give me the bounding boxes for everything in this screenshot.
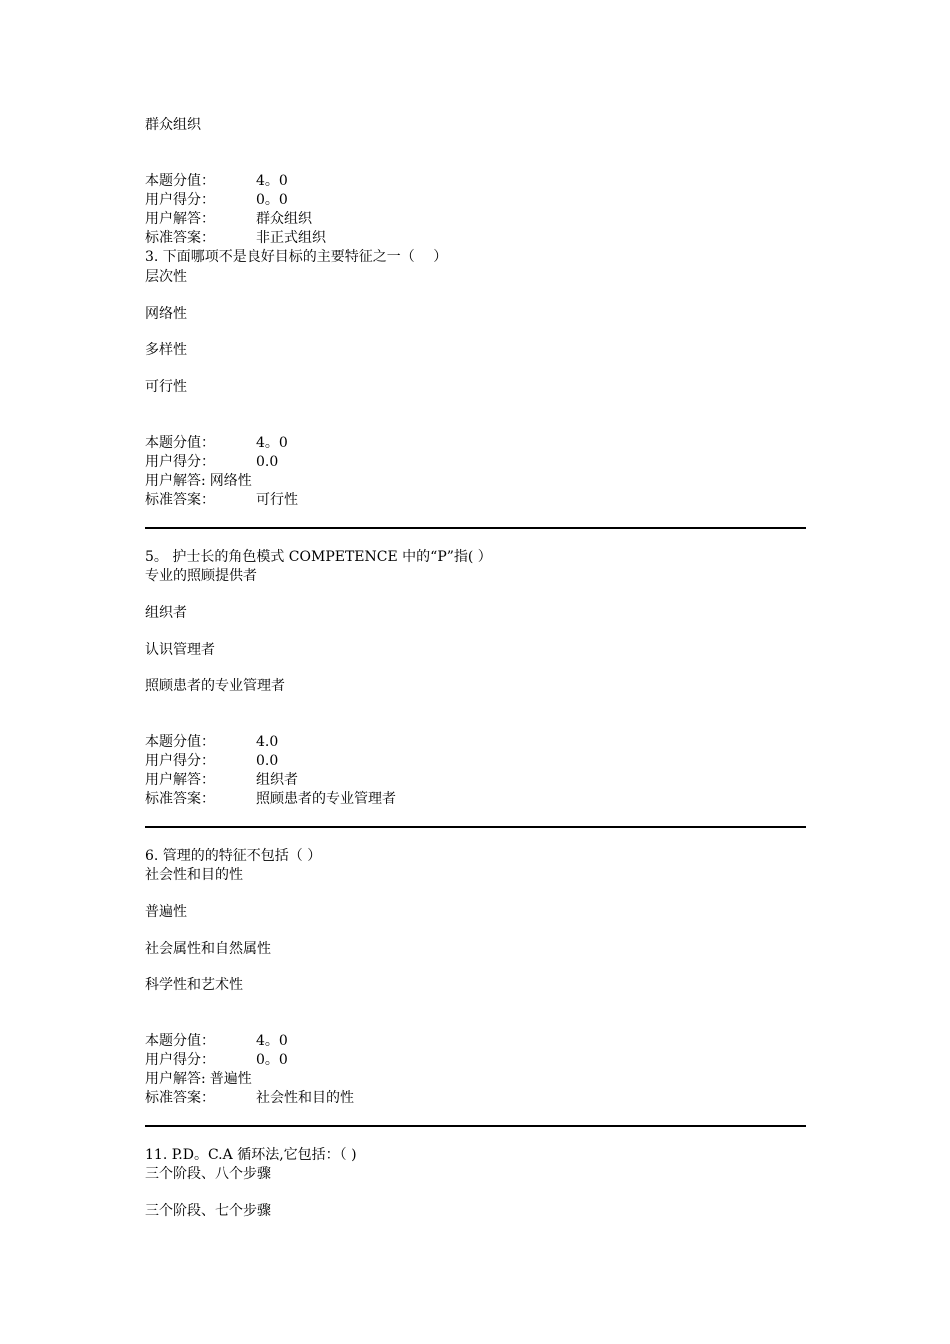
user-answer-row bbox=[145, 1070, 252, 1089]
user-answer-value: 网络性 bbox=[209, 473, 252, 489]
option-text: 社会属性和自然属性 bbox=[145, 941, 271, 957]
user-answer-label: 用户解答: bbox=[145, 473, 206, 489]
option-text: 可行性 bbox=[145, 379, 187, 395]
std-answer-value: 非正式组织 bbox=[256, 230, 326, 246]
score-label: 本题分值： bbox=[145, 734, 215, 750]
option-text: 专业的照顾提供者 bbox=[145, 568, 257, 584]
question-text: 3. 下面哪项不是良好目标的主要特征之一（ ） bbox=[145, 249, 448, 265]
user-score-value: 0。0 bbox=[256, 192, 288, 208]
option-text: 三个阶段、七个步骤 bbox=[145, 1203, 271, 1219]
score-value: 4。0 bbox=[256, 173, 288, 189]
section-divider bbox=[145, 527, 806, 529]
user-answer-label: 用户解答: bbox=[145, 1071, 206, 1087]
option-text: 多样性 bbox=[145, 342, 187, 358]
option-text: 群众组织 bbox=[145, 117, 201, 133]
user-answer-label: 用户解答： bbox=[145, 211, 215, 227]
option-text: 社会性和目的性 bbox=[145, 867, 243, 883]
option-text: 普遍性 bbox=[145, 904, 187, 920]
user-score-label: 用户得分： bbox=[145, 454, 215, 470]
user-score-label: 用户得分： bbox=[145, 192, 215, 208]
section-divider bbox=[145, 1125, 806, 1127]
user-score-value: 0.0 bbox=[256, 454, 279, 470]
std-answer-value: 可行性 bbox=[256, 492, 298, 508]
user-answer-value: 群众组织 bbox=[256, 211, 312, 227]
section-divider bbox=[145, 826, 806, 828]
score-value: 4。0 bbox=[256, 435, 288, 451]
user-answer-value: 普遍性 bbox=[209, 1071, 252, 1087]
std-answer-label: 标准答案： bbox=[145, 1090, 215, 1106]
std-answer-label: 标准答案： bbox=[145, 492, 215, 508]
option-text: 组织者 bbox=[145, 605, 187, 621]
user-score-label: 用户得分： bbox=[145, 753, 215, 769]
std-answer-label: 标准答案： bbox=[145, 230, 215, 246]
score-value: 4.0 bbox=[256, 734, 279, 750]
user-answer-row bbox=[145, 472, 252, 491]
option-text: 三个阶段、八个步骤 bbox=[145, 1166, 271, 1182]
question-text: 6. 管理的的特征不包括（ ） bbox=[145, 848, 322, 864]
user-answer-label: 用户解答： bbox=[145, 772, 215, 788]
option-text: 层次性 bbox=[145, 269, 187, 285]
user-answer-value: 组织者 bbox=[256, 772, 298, 788]
option-text: 认识管理者 bbox=[145, 642, 215, 658]
user-score-value: 0。0 bbox=[256, 1052, 288, 1068]
option-text: 网络性 bbox=[145, 306, 187, 322]
question-text: 11. P.D。C.A 循环法,它包括：（ ) bbox=[145, 1147, 357, 1163]
score-value: 4。0 bbox=[256, 1033, 288, 1049]
std-answer-label: 标准答案： bbox=[145, 791, 215, 807]
score-label: 本题分值： bbox=[145, 1033, 215, 1049]
score-label: 本题分值： bbox=[145, 435, 215, 451]
std-answer-value: 照顾患者的专业管理者 bbox=[256, 791, 396, 807]
user-score-label: 用户得分： bbox=[145, 1052, 215, 1068]
score-label: 本题分值： bbox=[145, 173, 215, 189]
question-text: 5。 护士长的角色模式 COMPETENCE 中的“P”指( ） bbox=[145, 549, 492, 565]
std-answer-value: 社会性和目的性 bbox=[256, 1090, 354, 1106]
option-text: 照顾患者的专业管理者 bbox=[145, 678, 285, 694]
user-score-value: 0.0 bbox=[256, 753, 279, 769]
option-text: 科学性和艺术性 bbox=[145, 977, 243, 993]
